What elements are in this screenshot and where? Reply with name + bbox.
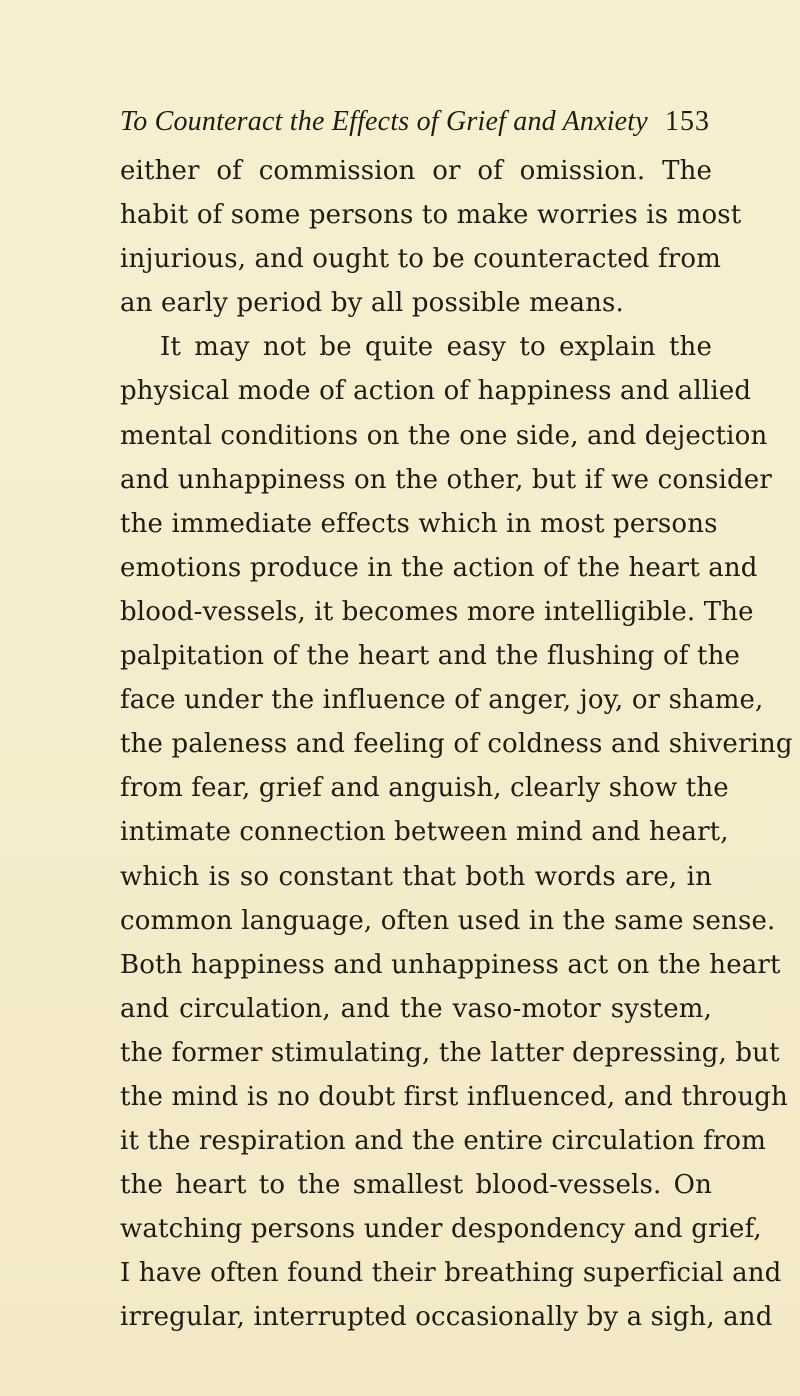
text-line: and unhappiness on the other, but if we consider xyxy=(120,464,772,495)
text-line: it the respiration and the entire circulation from xyxy=(120,1126,767,1157)
text-line: face under the influence of anger, joy, or shame, xyxy=(120,685,764,716)
text-line: palpitation of the heart and the flushing of the xyxy=(120,641,741,672)
text-line: and circulation, and the vaso-motor system, xyxy=(120,993,712,1024)
text-line: an early period by all possible means. xyxy=(120,288,624,319)
text-line: injurious, and ought to be counteracted from xyxy=(120,244,721,275)
text-line: the immediate effects which in most persons xyxy=(120,508,718,539)
text-line: mental conditions on the one side, and dejection xyxy=(120,420,768,451)
text-line: emotions produce in the action of the heart and xyxy=(120,552,758,583)
text-line: either of commission or of omission. The xyxy=(120,156,712,186)
page-number: 153 xyxy=(665,106,710,137)
text-line: blood-vessels, it becomes more intelligible. The xyxy=(120,596,754,627)
text-line: from fear, grief and anguish, clearly show the xyxy=(120,773,729,804)
text-line: irregular, interrupted occasionally by a sigh, and xyxy=(120,1302,773,1333)
text-line: common language, often used in the same sense. xyxy=(120,905,776,936)
text-line: the paleness and feeling of coldness and shivering xyxy=(120,729,793,760)
body-text xyxy=(120,149,793,1340)
text-line: physical mode of action of happiness and allied xyxy=(120,376,752,407)
paragraph-start-line: It may not be quite easy to explain the xyxy=(160,332,712,363)
text-line: the mind is no doubt first influenced, and through xyxy=(120,1081,788,1112)
text-line: the former stimulating, the latter depressing, but xyxy=(120,1037,780,1068)
text-line: I have often found their breathing superficial and xyxy=(120,1258,782,1289)
running-title: To Counteract the Effects of Grief and Anxiety xyxy=(120,106,648,137)
text-line: watching persons under despondency and grief, xyxy=(120,1214,762,1245)
text-line: habit of some persons to make worries is most xyxy=(120,200,742,231)
text-line: intimate connection between mind and heart, xyxy=(120,817,729,848)
text-line: the heart to the smallest blood-vessels. On xyxy=(120,1170,712,1201)
running-head xyxy=(120,106,710,138)
text-line: Both happiness and unhappiness act on the heart xyxy=(120,949,781,980)
text-line: which is so constant that both words are, in xyxy=(120,861,712,892)
